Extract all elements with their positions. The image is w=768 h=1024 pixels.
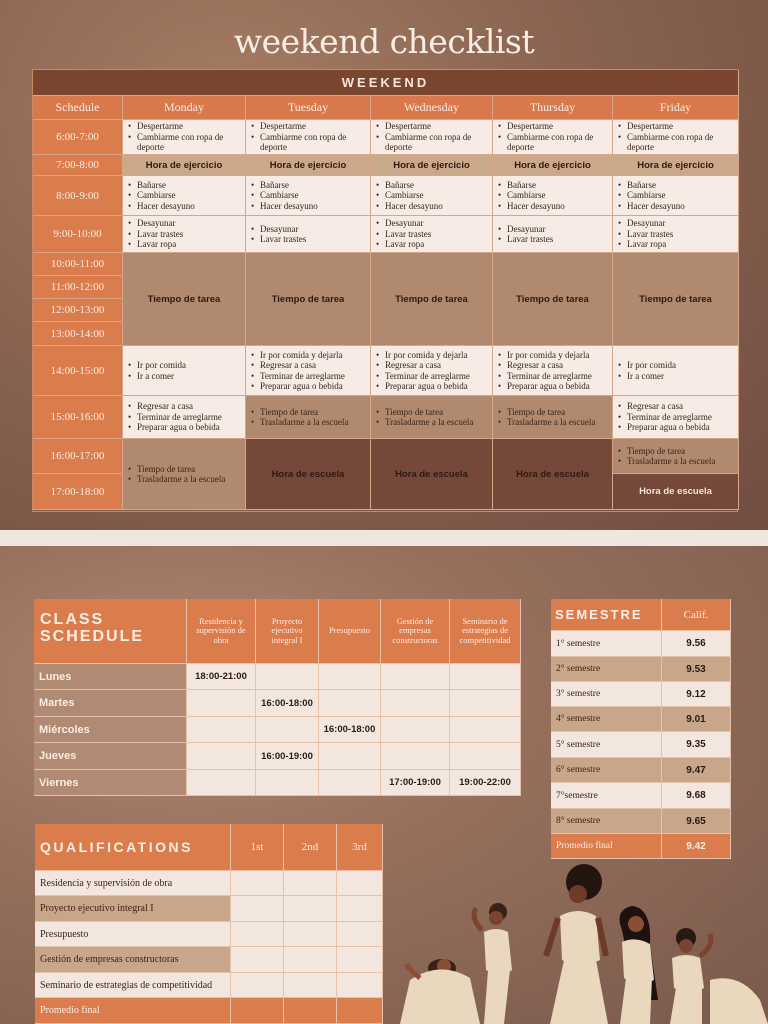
grade-cell[interactable] xyxy=(231,922,284,947)
schedule-cell xyxy=(246,216,371,253)
schedule-cell xyxy=(493,216,613,253)
qualifications-table xyxy=(35,824,383,1024)
task-item: • Bañarse xyxy=(497,180,565,191)
subject-label: Proyecto ejecutivo integral I xyxy=(35,896,231,922)
semester-label: 1° semestre xyxy=(551,631,662,657)
task-item: • Hacer desayuno xyxy=(250,201,318,212)
schedule-cell xyxy=(246,346,371,396)
day-label: Lunes xyxy=(34,664,187,690)
task-item: • Lavar trastes xyxy=(250,234,306,245)
task-item: • Despertarme xyxy=(250,121,366,132)
grade-cell[interactable] xyxy=(231,947,284,973)
task-item: • Lavar ropa xyxy=(375,239,431,250)
class-time-cell xyxy=(319,664,381,690)
day-label: Martes xyxy=(34,690,187,717)
class-time-cell xyxy=(381,664,450,690)
grade-cell[interactable] xyxy=(337,922,383,947)
time-slot: 12:00-13:00 xyxy=(33,299,123,322)
grade-cell[interactable] xyxy=(337,896,383,922)
schedule-cell xyxy=(613,216,739,253)
task-item: • Bañarse xyxy=(617,180,685,191)
semester-grade: 9.65 xyxy=(662,809,731,834)
homework-block: Tiempo de tarea xyxy=(493,253,613,346)
schedule-cell xyxy=(123,396,246,439)
subject-header: Gestión de empresas constructoras xyxy=(381,599,450,664)
task-item: • Tiempo de tarea xyxy=(617,446,715,457)
qualifications-title: QUALIFICATIONS xyxy=(35,824,231,871)
semester-label: 6° semestre xyxy=(551,758,662,783)
subject-header: Presupuesto xyxy=(319,599,381,664)
schedule-cell xyxy=(123,439,246,510)
grade-cell[interactable] xyxy=(337,998,383,1024)
semester-label: 7°semestre xyxy=(551,783,662,809)
class-schedule-title xyxy=(34,599,187,664)
task-item: • Desayunar xyxy=(250,224,306,235)
schedule-cell xyxy=(123,120,246,155)
task-item: • Hacer desayuno xyxy=(127,201,195,212)
schedule-cell xyxy=(123,176,246,216)
task-item: • Terminar de arreglarme xyxy=(127,412,222,423)
schedule-cell xyxy=(371,216,493,253)
schedule-cell xyxy=(613,396,739,439)
task-item: • Bañarse xyxy=(250,180,318,191)
task-item: • Lavar trastes xyxy=(127,229,183,240)
task-item: • Cambiarme con ropa de deporte xyxy=(127,132,241,153)
class-time-cell xyxy=(381,717,450,743)
schedule-cell xyxy=(123,346,246,396)
weekly-header: WEEKEND xyxy=(33,70,739,96)
class-time-cell: 16:00-18:00 xyxy=(256,690,319,717)
time-slot: 17:00-18:00 xyxy=(33,474,123,510)
schedule-cell xyxy=(493,346,613,396)
semester-label: 5° semestre xyxy=(551,732,662,758)
schedule-cell xyxy=(613,176,739,216)
task-item: • Trasladarme a la escuela xyxy=(617,456,715,467)
class-time-cell: 18:00-21:00 xyxy=(187,664,256,690)
task-item: • Tiempo de tarea xyxy=(375,407,473,418)
day-label: Miércoles xyxy=(34,717,187,743)
grade-cell[interactable] xyxy=(284,871,337,896)
subject-label: Gestión de empresas constructoras xyxy=(35,947,231,973)
class-time-cell xyxy=(187,690,256,717)
subject-label: Seminario de estrategias de competitividad xyxy=(35,973,231,998)
figure-illustration xyxy=(474,903,512,1024)
task-item: • Trasladarme a la escuela xyxy=(250,417,348,428)
semester-title: SEMESTRE xyxy=(551,599,662,631)
class-time-cell xyxy=(450,664,521,690)
task-item: • Cambiarse xyxy=(617,190,685,201)
class-schedule-table xyxy=(34,599,521,796)
schedule-cell xyxy=(613,346,739,396)
task-item: • Preparar agua o bebida xyxy=(250,381,345,392)
task-item: • Despertarme xyxy=(617,121,734,132)
task-item: • Terminar de arreglarme xyxy=(617,412,712,423)
semester-grade: 9.47 xyxy=(662,758,731,783)
task-item: • Hacer desayuno xyxy=(375,201,443,212)
task-item: • Trasladarme a la escuela xyxy=(375,417,473,428)
task-item: • Desayunar xyxy=(617,218,673,229)
final-average-label: Promedio final xyxy=(35,998,231,1024)
partial-header: 2nd xyxy=(284,824,337,871)
task-item: • Hacer desayuno xyxy=(617,201,685,212)
task-item: • Regresar a casa xyxy=(617,401,712,412)
figure-illustration xyxy=(546,864,608,1024)
schedule-cell xyxy=(246,396,371,439)
class-time-cell xyxy=(187,717,256,743)
task-item: • Regresar a casa xyxy=(375,360,470,371)
column-header: Monday xyxy=(123,96,246,120)
semester-table xyxy=(551,599,731,859)
task-item: • Ir por comida y dejarla xyxy=(375,350,470,361)
task-item: • Lavar trastes xyxy=(617,229,673,240)
page-title: weekend checklist xyxy=(233,22,535,61)
subject-label: Residencia y supervisión de obra xyxy=(35,871,231,896)
time-slot: 9:00-10:00 xyxy=(33,216,123,253)
grade-cell[interactable] xyxy=(284,922,337,947)
exercise-block: Hora de ejercicio xyxy=(246,155,371,176)
task-item: • Cambiarme con ropa de deporte xyxy=(497,132,608,153)
column-header: Thursday xyxy=(493,96,613,120)
semester-label: 8° semestre xyxy=(551,809,662,834)
task-item: • Cambiarse xyxy=(497,190,565,201)
subject-header: Proyecto ejecutivo integral I xyxy=(256,599,319,664)
class-time-cell xyxy=(450,690,521,717)
schedule-cell xyxy=(246,176,371,216)
task-item: • Cambiarse xyxy=(127,190,195,201)
class-title-line: CLASS xyxy=(40,611,105,628)
task-item: • Ir a comer xyxy=(127,371,186,382)
class-time-cell xyxy=(319,770,381,796)
class-time-cell xyxy=(256,770,319,796)
grade-cell[interactable] xyxy=(284,973,337,998)
task-item: • Trasladarme a la escuela xyxy=(127,474,225,485)
task-item: • Cambiarme con ropa de deporte xyxy=(617,132,734,153)
column-header: Tuesday xyxy=(246,96,371,120)
task-item: • Desayunar xyxy=(375,218,431,229)
subject-header: Residencia y supervisión de obra xyxy=(187,599,256,664)
time-slot: 14:00-15:00 xyxy=(33,346,123,396)
task-item: • Cambiarse xyxy=(375,190,443,201)
school-block: Hora de escuela xyxy=(493,439,613,510)
subject-header: Seminario de estrategias de competitividad xyxy=(450,599,521,664)
task-item: • Terminar de arreglarme xyxy=(497,371,592,382)
homework-block: Tiempo de tarea xyxy=(246,253,371,346)
schedule-cell xyxy=(246,120,371,155)
semester-label: 2° semestre xyxy=(551,657,662,682)
exercise-block: Hora de ejercicio xyxy=(371,155,493,176)
grade-header: Calif. xyxy=(662,599,731,631)
schedule-cell xyxy=(123,216,246,253)
schedule-cell xyxy=(371,120,493,155)
school-block: Hora de escuela xyxy=(246,439,371,510)
semester-grade: 9.12 xyxy=(662,682,731,707)
class-time-cell xyxy=(319,690,381,717)
task-item: • Ir a comer xyxy=(617,371,676,382)
class-time-cell xyxy=(187,743,256,770)
time-slot: 7:00-8:00 xyxy=(33,155,123,176)
task-item: • Ir por comida y dejarla xyxy=(250,350,345,361)
class-time-cell xyxy=(381,743,450,770)
task-item: • Despertarme xyxy=(497,121,608,132)
schedule-cell xyxy=(371,346,493,396)
day-label: Viernes xyxy=(34,770,187,796)
task-item: • Ir por comida xyxy=(617,360,676,371)
partial-header: 3rd xyxy=(337,824,383,871)
semester-grade: 9.35 xyxy=(662,732,731,758)
task-item: • Despertarme xyxy=(375,121,488,132)
task-item: • Tiempo de tarea xyxy=(250,407,348,418)
grade-cell[interactable] xyxy=(337,871,383,896)
task-item: • Preparar agua o bebida xyxy=(127,422,222,433)
semester-grade: 9.01 xyxy=(662,707,731,732)
figure-illustration xyxy=(620,906,658,1024)
class-time-cell: 16:00-18:00 xyxy=(319,717,381,743)
task-item: • Cambiarme con ropa de deporte xyxy=(375,132,488,153)
task-item: • Regresar a casa xyxy=(127,401,222,412)
exercise-block: Hora de ejercicio xyxy=(123,155,246,176)
task-item: • Ir por comida y dejarla xyxy=(497,350,592,361)
grade-cell[interactable] xyxy=(284,896,337,922)
task-item: • Bañarse xyxy=(127,180,195,191)
time-slot: 16:00-17:00 xyxy=(33,439,123,474)
task-item: • Preparar agua o bebida xyxy=(497,381,592,392)
class-time-cell xyxy=(450,743,521,770)
task-item: • Desayunar xyxy=(127,218,183,229)
time-slot: 15:00-16:00 xyxy=(33,396,123,439)
column-header: Schedule xyxy=(33,96,123,120)
figure-illustration xyxy=(400,959,480,1024)
subject-label: Presupuesto xyxy=(35,922,231,947)
class-title-line: SCHEDULE xyxy=(40,628,145,645)
class-time-cell xyxy=(187,770,256,796)
column-header: Wednesday xyxy=(371,96,493,120)
homework-block: Tiempo de tarea xyxy=(613,253,739,346)
class-time-cell xyxy=(256,664,319,690)
grade-cell[interactable] xyxy=(231,871,284,896)
task-item: • Tiempo de tarea xyxy=(497,407,595,418)
class-time-cell: 16:00-19:00 xyxy=(256,743,319,770)
class-time-cell xyxy=(256,717,319,743)
task-item: • Preparar agua o bebida xyxy=(617,422,712,433)
page-divider xyxy=(0,530,768,546)
time-slot: 10:00-11:00 xyxy=(33,253,123,276)
day-label: Jueves xyxy=(34,743,187,770)
task-item: • Regresar a casa xyxy=(250,360,345,371)
exercise-block: Hora de ejercicio xyxy=(613,155,739,176)
school-block: Hora de escuela xyxy=(613,474,739,510)
schedule-cell xyxy=(371,396,493,439)
task-item: • Despertarme xyxy=(127,121,241,132)
grade-cell[interactable] xyxy=(284,998,337,1024)
final-average-value: 9.42 xyxy=(662,834,731,859)
task-item: • Regresar a casa xyxy=(497,360,592,371)
task-item: • Trasladarme a la escuela xyxy=(497,417,595,428)
class-time-cell: 19:00-22:00 xyxy=(450,770,521,796)
class-time-cell: 17:00-19:00 xyxy=(381,770,450,796)
class-time-cell xyxy=(450,717,521,743)
grade-cell[interactable] xyxy=(231,896,284,922)
time-slot: 6:00-7:00 xyxy=(33,120,123,155)
task-item: • Cambiarse xyxy=(250,190,318,201)
grade-cell[interactable] xyxy=(231,998,284,1024)
partial-header: 1st xyxy=(231,824,284,871)
task-item: • Lavar ropa xyxy=(127,239,183,250)
figure-illustration xyxy=(670,928,768,1024)
grade-cell[interactable] xyxy=(337,947,383,973)
task-item: • Preparar agua o bebida xyxy=(375,381,470,392)
semester-grade: 9.68 xyxy=(662,783,731,809)
task-item: • Tiempo de tarea xyxy=(127,464,225,475)
task-item: • Terminar de arreglarme xyxy=(250,371,345,382)
schedule-cell xyxy=(613,439,739,474)
semester-label: 3° semestre xyxy=(551,682,662,707)
final-average-label: Promedio final xyxy=(551,834,662,859)
weekly-schedule-table xyxy=(32,69,738,512)
schedule-cell xyxy=(613,120,739,155)
task-item: • Ir por comida xyxy=(127,360,186,371)
homework-block: Tiempo de tarea xyxy=(123,253,246,346)
class-time-cell xyxy=(381,690,450,717)
task-item: • Lavar ropa xyxy=(617,239,673,250)
school-block: Hora de escuela xyxy=(371,439,493,510)
task-item: • Lavar trastes xyxy=(375,229,431,240)
grade-cell[interactable] xyxy=(284,947,337,973)
time-slot: 13:00-14:00 xyxy=(33,322,123,346)
semester-grade: 9.53 xyxy=(662,657,731,682)
schedule-cell xyxy=(493,396,613,439)
semester-label: 4° semestre xyxy=(551,707,662,732)
task-item: • Cambiarme con ropa de deporte xyxy=(250,132,366,153)
schedule-cell xyxy=(493,120,613,155)
task-item: • Terminar de arreglarme xyxy=(375,371,470,382)
column-header: Friday xyxy=(613,96,739,120)
exercise-block: Hora de ejercicio xyxy=(493,155,613,176)
class-time-cell xyxy=(319,743,381,770)
homework-block: Tiempo de tarea xyxy=(371,253,493,346)
semester-grade: 9.56 xyxy=(662,631,731,657)
task-item: • Hacer desayuno xyxy=(497,201,565,212)
time-slot: 8:00-9:00 xyxy=(33,176,123,216)
task-item: • Lavar trastes xyxy=(497,234,553,245)
women-illustration xyxy=(400,860,768,1024)
time-slot: 11:00-12:00 xyxy=(33,276,123,299)
schedule-cell xyxy=(371,176,493,216)
schedule-cell xyxy=(493,176,613,216)
grade-cell[interactable] xyxy=(337,973,383,998)
task-item: • Desayunar xyxy=(497,224,553,235)
grade-cell[interactable] xyxy=(231,973,284,998)
task-item: • Bañarse xyxy=(375,180,443,191)
